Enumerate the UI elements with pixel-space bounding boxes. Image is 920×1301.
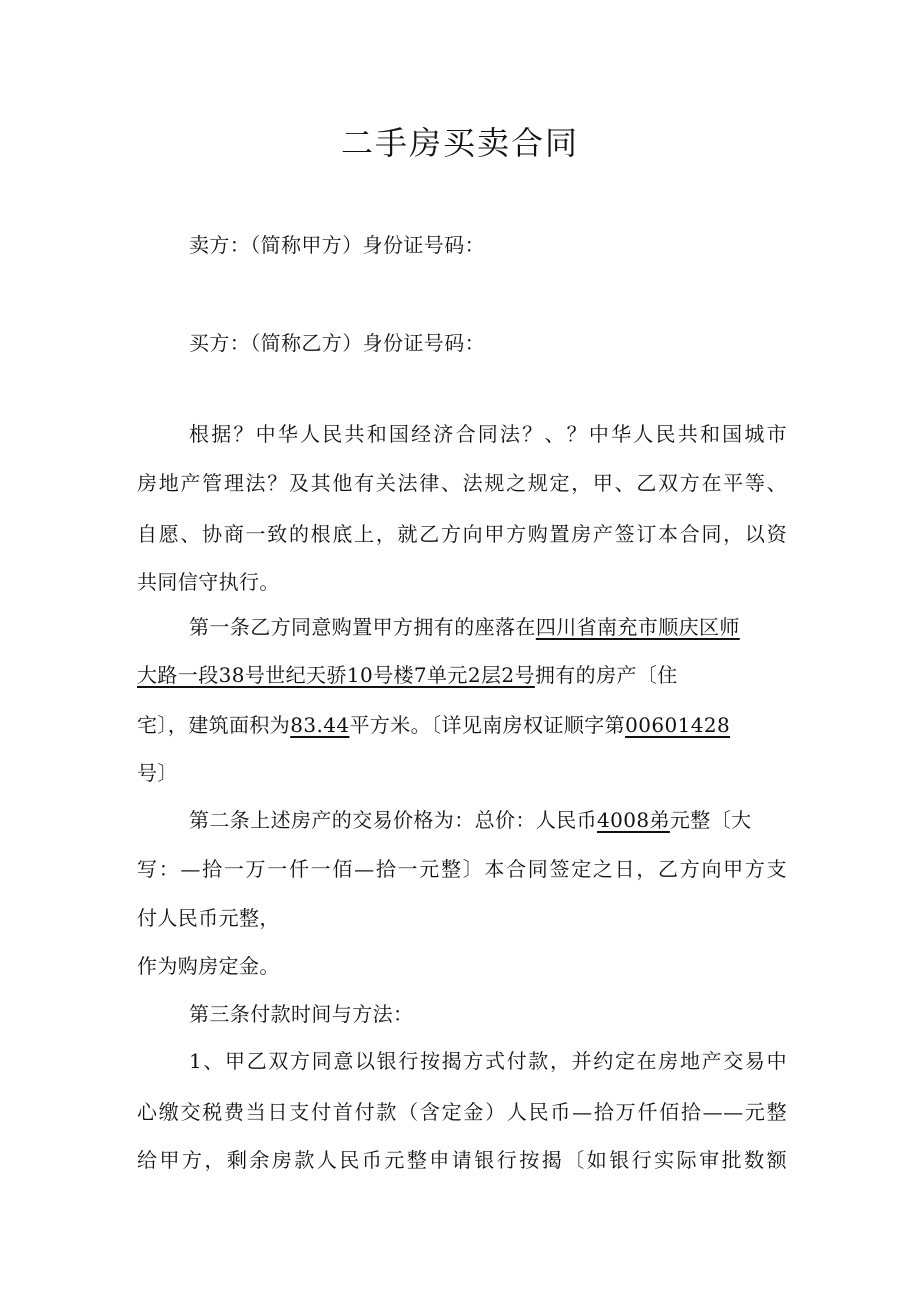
intro-line-3: 自愿、协商一致的根底上，就乙方向甲方购置房产签订本合同，以资 xyxy=(137,522,787,546)
article-1-line-2 xyxy=(137,659,787,688)
article-1-text: 宅〕，建筑面积为 xyxy=(137,713,291,737)
article-1-line-3 xyxy=(137,709,787,738)
article-1-line-4: 号〕 xyxy=(137,761,178,785)
floor-area: 83.44 xyxy=(290,713,350,737)
buyer-line: 买方：（简称乙方）身份证号码： xyxy=(189,331,485,355)
intro-line-2: 房地产管理法？及其他有关法律、法规之规定，甲、乙双方在平等、 xyxy=(137,471,787,495)
article-2-line-3: 付人民币元整， xyxy=(137,906,280,930)
article-2-text: 元整〔大 xyxy=(669,808,752,832)
article-3-line-1: 1、甲乙双方同意以银行按揭方式付款，并约定在房地产交易中 xyxy=(189,1049,787,1073)
article-3-line-2: 心缴交税费当日支付首付款（含定金）人民币—拾万仟佰拾——元整 xyxy=(137,1100,787,1124)
certificate-number: 00601428 xyxy=(625,713,731,737)
article-2-line-4: 作为购房定金。 xyxy=(137,954,280,978)
article-1-line-1 xyxy=(189,611,787,640)
article-1-text: 第一条乙方同意购置甲方拥有的座落在 xyxy=(189,615,536,639)
document-title: 二手房买卖合同 xyxy=(340,124,579,162)
intro-line-1: 根据？中华人民共和国经济合同法？、？中华人民共和国城市 xyxy=(189,422,787,446)
article-1-text: 拥有的房产〔住 xyxy=(534,663,678,687)
article-1-text: 平方米。〔详见南房权证顺字第 xyxy=(349,713,626,737)
intro-line-4: 共同信守执行。 xyxy=(137,570,280,594)
article-3-line-3: 给甲方，剩余房款人民币元整申请银行按揭〔如银行实际审批数额 xyxy=(137,1148,787,1172)
article-2-line-2: 写：—拾一万一仟一佰—拾一元整〕本合同签定之日，乙方向甲方支 xyxy=(137,857,787,881)
total-price: 4008弟 xyxy=(597,808,670,832)
seller-line: 卖方：（简称甲方）身份证号码： xyxy=(189,233,485,257)
article-2-text: 第二条上述房产的交易价格为：总价：人民币 xyxy=(189,808,597,832)
property-location: 四川省南充市顺庆区师 xyxy=(535,615,740,639)
article-2-line-1 xyxy=(189,804,787,833)
article-3-heading: 第三条付款时间与方法： xyxy=(189,1002,414,1026)
property-address: 大路一段38号世纪天骄10号楼7单元2层2号 xyxy=(137,663,535,687)
